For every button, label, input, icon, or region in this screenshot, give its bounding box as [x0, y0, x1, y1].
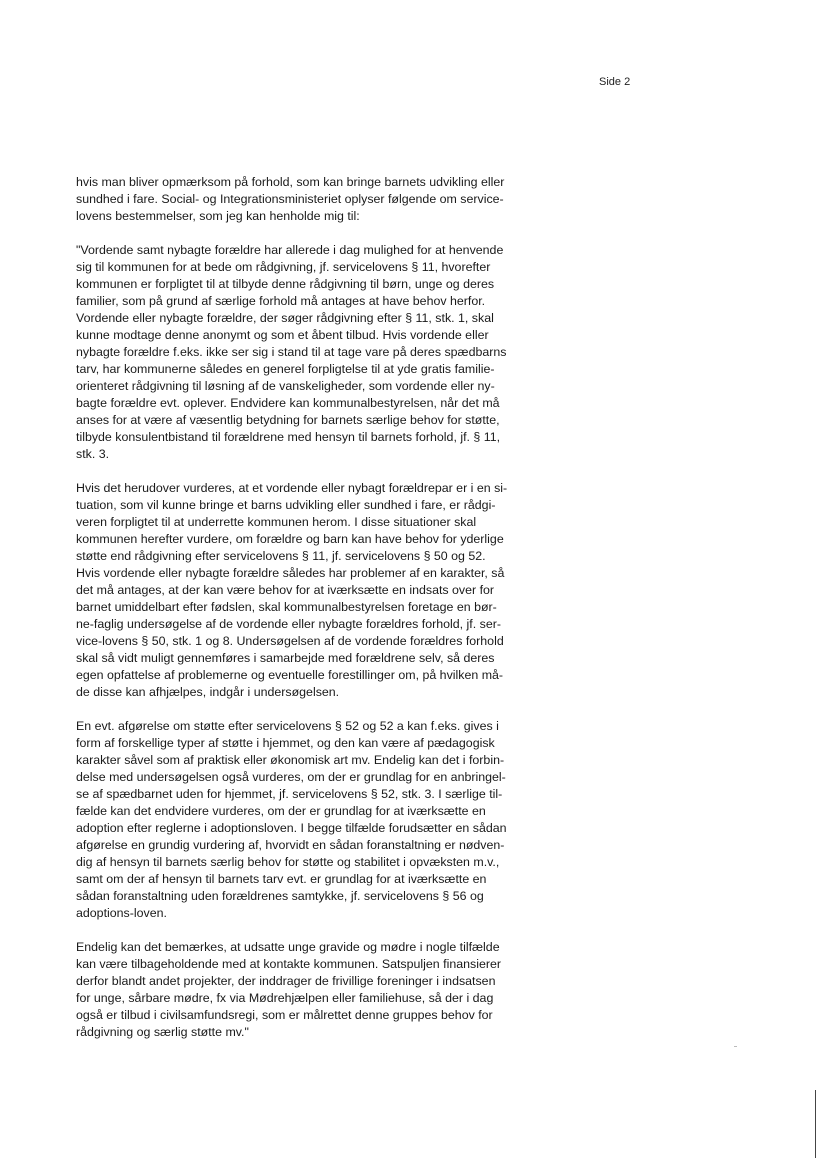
scan-artifact-dot — [734, 1046, 737, 1047]
text-line: delse med undersøgelsen også vurderes, om der er grundlag for en anbringel- — [76, 770, 506, 784]
text-line: hvis man bliver opmærksom på forhold, som kan bringe barnets udvikling eller — [76, 175, 505, 189]
text-line: sådan foranstaltning uden forældrenes samtykke, jf. servicelovens § 56 og — [76, 889, 484, 903]
paragraph-quote-rådgivning — [76, 242, 556, 463]
text-line: form af forskellige typer af støtte i hjemmet, og den kan være af pædagogisk — [76, 736, 495, 750]
text-line: Vordende eller nybagte forældre, der søger rådgivning efter § 11, stk. 1, skal — [76, 311, 494, 325]
text-line: kommunen herefter vurdere, om forældre og barn kan have behov for yderlige — [76, 532, 504, 546]
page-number: Side 2 — [599, 76, 631, 88]
text-line: fælde kan det endvidere vurderes, om der er grundlag for at iværksætte en — [76, 804, 486, 818]
text-line: kommunen er forpligtet til at tilbyde denne rådgivning til børn, unge og deres — [76, 277, 495, 291]
text-line: Hvis det herudover vurderes, at et vordende eller nybagt forældrepar er i en si- — [76, 481, 508, 495]
text-line: adoption efter reglerne i adoptionsloven. I begge tilfælde forudsætter en sådan — [76, 821, 507, 835]
text-line: bagte forældre evt. oplever. Endvidere kan kommunalbestyrelsen, når det må — [76, 396, 500, 410]
paragraph-intro — [76, 174, 556, 225]
text-line: "Vordende samt nybagte forældre har allerede i dag mulighed for at henvende — [76, 243, 504, 257]
text-line: afgørelse en grundig vurdering af, hvorvidt en sådan foranstaltning er nødven- — [76, 838, 505, 852]
text-line: kan være tilbageholdende med at kontakte kommunen. Satspuljen finansierer — [76, 957, 501, 971]
text-line: det må antages, at der kan være behov for at iværksætte en indsats over for — [76, 583, 495, 597]
text-line: derfor blandt andet projekter, der inddrager de frivillige foreninger i indsatsen — [76, 974, 496, 988]
text-line: kunne modtage denne anonymt og som et åbent tilbud. Hvis vordende eller — [76, 328, 489, 342]
text-line: støtte end rådgivning efter servicelovens § 11, jf. servicelovens § 50 og 52. — [76, 549, 486, 563]
text-line: for unge, sårbare mødre, fx via Mødrehjælpen eller familiehuse, så der i dag — [76, 991, 494, 1005]
text-line: veren forpligtet til at underrette kommunen herom. I disse situationer skal — [76, 515, 477, 529]
text-line: En evt. afgørelse om støtte efter servicelovens § 52 og 52 a kan f.eks. gives i — [76, 719, 499, 733]
text-line: de disse kan afhjælpes, indgår i undersøgelsen. — [76, 685, 340, 699]
paragraph-underretning — [76, 480, 556, 701]
text-line: egen opfattelse af problemerne og eventuelle forestillinger om, på hvilken må- — [76, 668, 504, 682]
paragraph-afgoerelse — [76, 718, 556, 922]
text-line: ne-faglig undersøgelse af de vordende eller nybagte forældres forhold, jf. ser- — [76, 617, 501, 631]
text-line: tuation, som vil kunne bringe et barns udvikling eller sundhed i fare, er rådgi- — [76, 498, 496, 512]
text-line: rådgivning og særlig støtte mv." — [76, 1025, 249, 1039]
text-line: lovens bestemmelser, som jeg kan henholde mig til: — [76, 209, 360, 223]
text-line: dig af hensyn til barnets særlig behov for støtte og stabilitet i opvæksten m.v., — [76, 855, 500, 869]
text-line: Hvis vordende eller nybagte forældre således har problemer af en karakter, så — [76, 566, 505, 580]
text-line: karakter såvel som af praktisk eller økonomisk art mv. Endelig kan det i forbin- — [76, 753, 505, 767]
text-line: tarv, har kommunerne således en generel forpligtelse til at yde gratis familie- — [76, 362, 495, 376]
text-line: tilbyde konsulentbistand til forældrene med hensyn til barnets forhold, jf. § 11, — [76, 430, 501, 444]
text-line: familier, som på grund af særlige forhold må antages at have behov herfor. — [76, 294, 486, 308]
text-line: sundhed i fare. Social- og Integrationsministeriet oplyser følgende om service- — [76, 192, 504, 206]
paragraph-satspuljen — [76, 939, 556, 1041]
text-line: se af spædbarnet uden for hjemmet, jf. servicelovens § 52, stk. 3. I særlige til- — [76, 787, 503, 801]
text-line: skal så vidt muligt gennemføres i samarbejde med forældrene selv, så deres — [76, 651, 495, 665]
text-line: stk. 3. — [76, 447, 110, 461]
text-line: samt om der af hensyn til barnets tarv evt. er grundlag for at iværksætte en — [76, 872, 487, 886]
text-line: barnet umiddelbart efter fødslen, skal kommunalbestyrelsen foretage en bør- — [76, 600, 497, 614]
text-line: anses for at være af væsentlig betydning for barnets særlige behov for støtte, — [76, 413, 500, 427]
text-line: Endelig kan det bemærkes, at udsatte unge gravide og mødre i nogle tilfælde — [76, 940, 500, 954]
text-line: orienteret rådgivning til løsning af de vanskeligheder, som vordende eller ny- — [76, 379, 495, 393]
text-line: nybagte forældre f.eks. ikke ser sig i stand til at tage vare på deres spædbarns — [76, 345, 507, 359]
scan-edge-line — [815, 1090, 816, 1158]
text-line: adoptions-loven. — [76, 906, 167, 920]
text-line: vice-lovens § 50, stk. 1 og 8. Undersøgelsen af de vordende forældres forhold — [76, 634, 504, 648]
text-line: sig til kommunen for at bede om rådgivning, jf. servicelovens § 11, hvorefter — [76, 260, 491, 274]
document-body — [76, 174, 556, 1058]
text-line: også er tilbud i civilsamfundsregi, som er målrettet denne gruppes behov for — [76, 1008, 493, 1022]
